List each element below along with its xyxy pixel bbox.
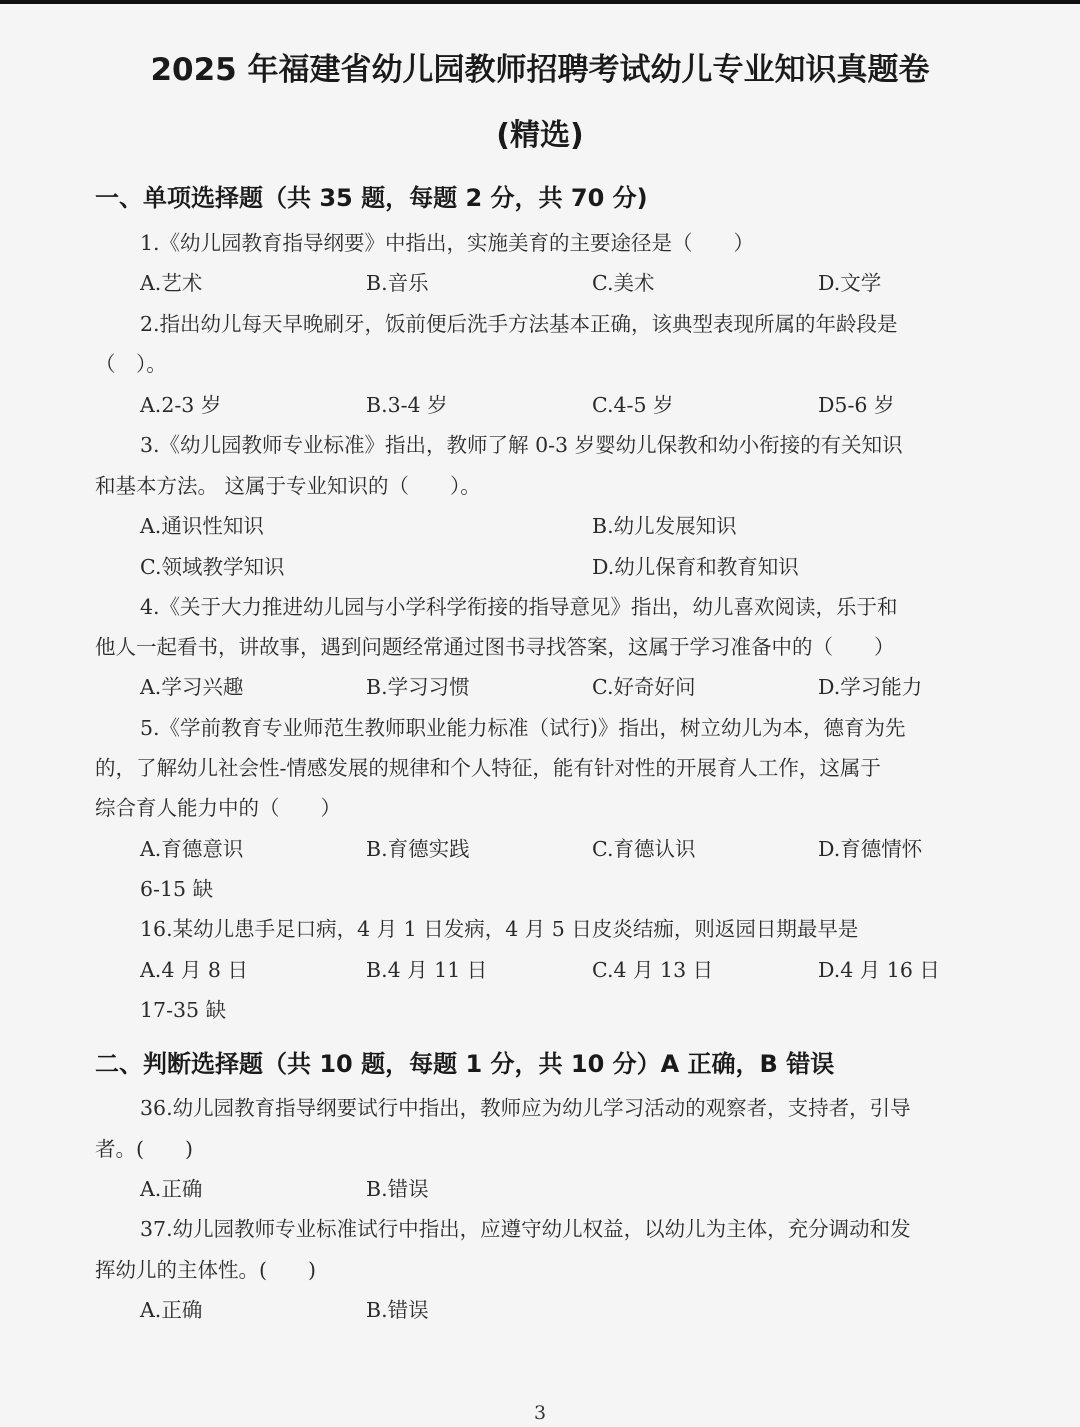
question-2-line-1: 2.指出幼儿每天早晚刷牙，饭前便后洗手方法基本正确，该典型表现所属的年龄段是 [140,312,898,336]
q1-option-d: D.文学 [818,271,882,295]
q4-option-b: B.学习习惯 [366,675,470,699]
q16-option-b: B.4 月 11 日 [366,958,488,982]
q2-option-a: A.2-3 岁 [140,393,222,417]
page-subtitle: (精选) [496,118,584,153]
question-3-line-1: 3.《幼儿园教师专业标准》指出，教师了解 0-3 岁婴幼儿保教和幼小衔接的有关知识 [140,433,903,457]
missing-questions-note-1: 6-15 缺 [140,877,214,901]
q4-option-a: A.学习兴趣 [140,675,244,699]
question-37-line-1: 37.幼儿园教师专业标准试行中指出，应遵守幼儿权益，以幼儿为主体，充分调动和发 [140,1217,911,1241]
q2-option-c: C.4-5 岁 [592,393,674,417]
question-5-line-2: 的，了解幼儿社会性-情感发展的规律和个人特征，能有针对性的开展育人工作，这属于 [95,756,881,780]
question-5-line-1: 5.《学前教育专业师范生教师职业能力标准（试行)》指出，树立幼儿为本，德育为先 [140,716,906,740]
page-title: 2025 年福建省幼儿园教师招聘考试幼儿专业知识真题卷 [150,52,930,88]
question-4-line-1: 4.《关于大力推进幼儿园与小学科学衔接的指导意见》指出，幼儿喜欢阅读，乐于和 [140,595,898,619]
question-5-line-3: 综合育人能力中的（ ） [95,796,341,820]
q4-option-c: C.好奇好问 [592,675,696,699]
section-heading-true-false: 二、判断选择题（共 10 题，每题 1 分，共 10 分）A 正确，B 错误 [95,1050,835,1078]
q36-option-b: B.错误 [366,1177,429,1201]
q3-option-a: A.通识性知识 [140,514,264,538]
question-16: 16.某幼儿患手足口病，4 月 1 日发病，4 月 5 日皮炎结痂，则返园日期最早是 [140,917,859,941]
exam-page [0,4,1080,1427]
q36-option-a: A.正确 [140,1177,203,1201]
q2-option-d: D5-6 岁 [818,393,895,417]
q16-option-a: A.4 月 8 日 [140,958,248,982]
q1-option-b: B.音乐 [366,271,429,295]
q4-option-d: D.学习能力 [818,675,923,699]
question-37-line-2: 挥幼儿的主体性。( ) [95,1258,316,1282]
question-36-line-1: 36.幼儿园教育指导纲要试行中指出，教师应为幼儿学习活动的观察者，支持者，引导 [140,1096,911,1120]
question-2-line-2: （ ）。 [95,352,167,376]
missing-questions-note-2: 17-35 缺 [140,998,227,1022]
q5-option-b: B.育德实践 [366,837,470,861]
question-1: 1.《幼儿园教育指导纲要》中指出，实施美育的主要途径是（ ） [140,231,755,255]
q5-option-a: A.育德意识 [140,837,244,861]
section-heading-single-choice: 一、单项选择题（共 35 题，每题 2 分，共 70 分) [95,184,648,212]
q16-option-d: D.4 月 16 日 [818,958,940,982]
q5-option-d: D.育德情怀 [818,837,923,861]
q1-option-a: A.艺术 [140,271,203,295]
q16-option-c: C.4 月 13 日 [592,958,714,982]
q2-option-b: B.3-4 岁 [366,393,448,417]
q3-option-b: B.幼儿发展知识 [592,514,737,538]
q5-option-c: C.育德认识 [592,837,696,861]
q37-option-a: A.正确 [140,1298,203,1322]
question-4-line-2: 他人一起看书，讲故事，遇到问题经常通过图书寻找答案，这属于学习准备中的（ ） [95,635,895,659]
q1-option-c: C.美术 [592,271,655,295]
q3-option-c: C.领域教学知识 [140,555,285,579]
q37-option-b: B.错误 [366,1298,429,1322]
question-3-line-2: 和基本方法。 这属于专业知识的（ ）。 [95,474,481,498]
q3-option-d: D.幼儿保育和教育知识 [592,555,799,579]
page-number: 3 [533,1402,547,1424]
question-36-line-2: 者。( ) [95,1137,193,1161]
